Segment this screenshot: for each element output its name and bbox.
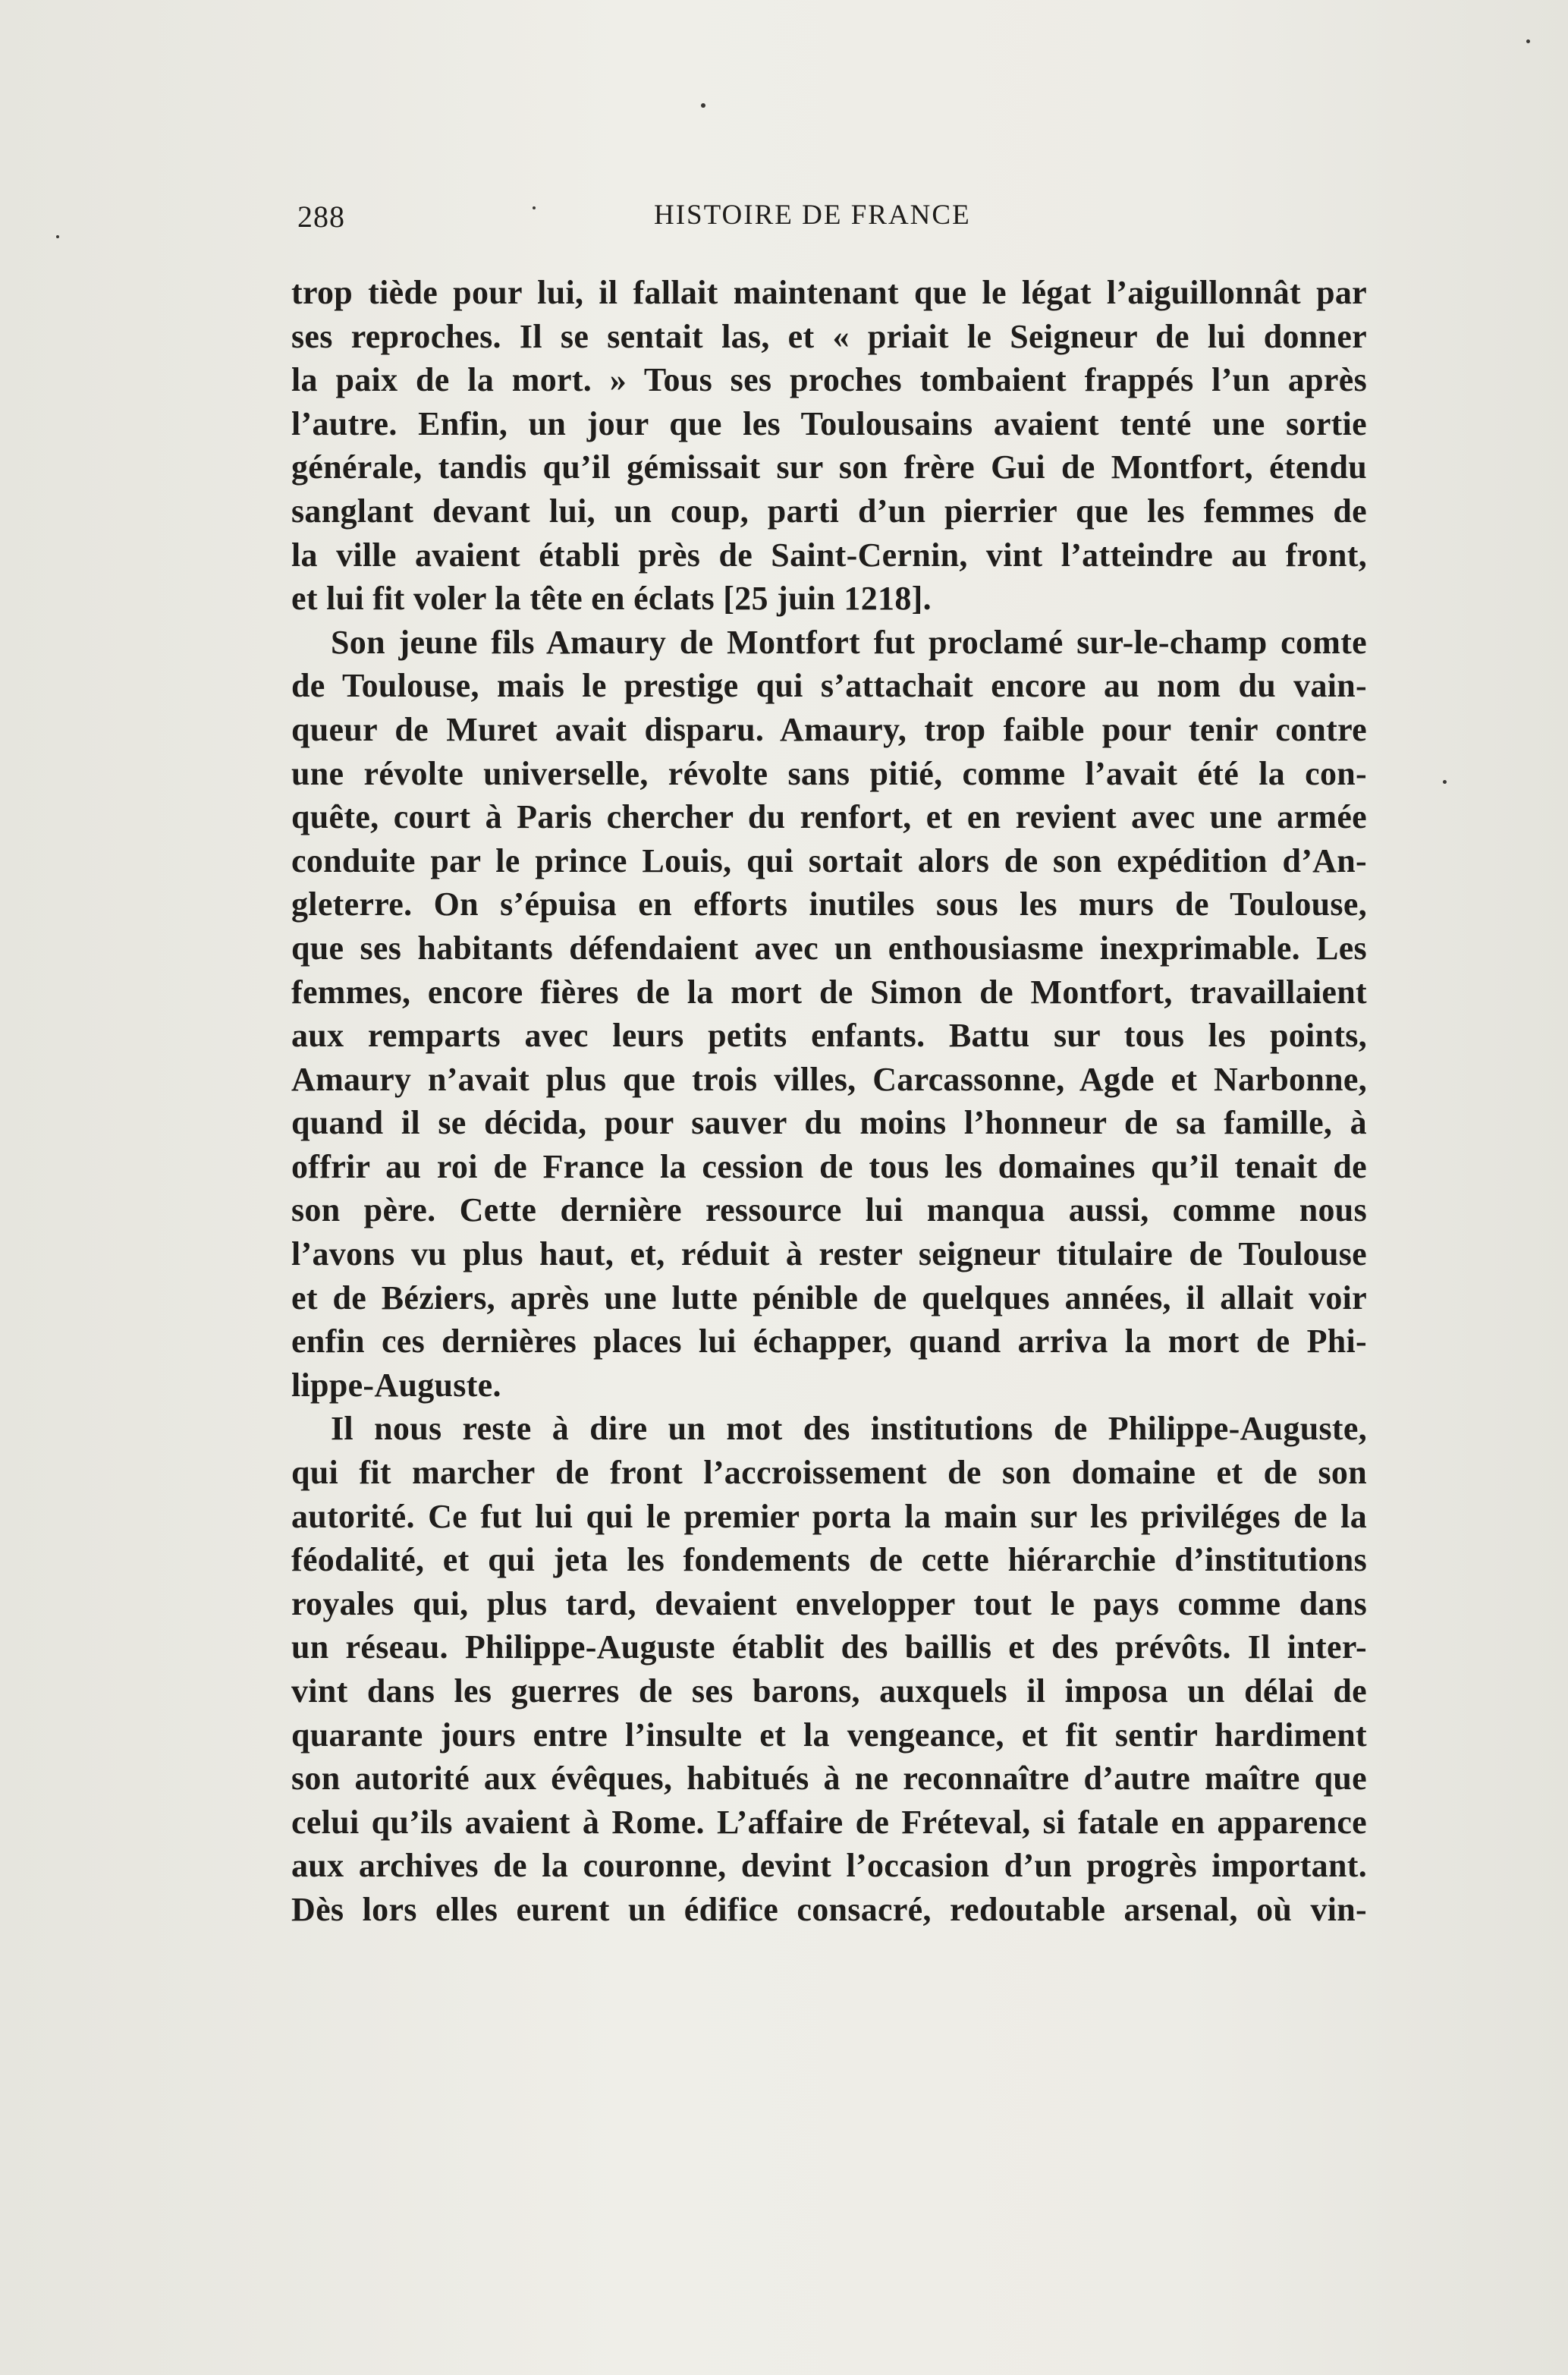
body-text — [291, 271, 1367, 1932]
text-line: son père. Cette dernière ressource lui manqua aussi, comme nous — [291, 1191, 1367, 1229]
text-line: gleterre. On s’épuisa en efforts inutiles sous les murs de Toulouse, — [291, 886, 1367, 923]
text-line: l’avons vu plus haut, et, réduit à rester seigneur titulaire de Toulouse — [291, 1235, 1367, 1273]
text-line: quand il se décida, pour sauver du moins l’honneur de sa famille, à — [291, 1104, 1367, 1142]
text-line: un réseau. Philippe-Auguste établit des baillis et des prévôts. Il inter- — [291, 1628, 1367, 1666]
text-line: la paix de la mort. » Tous ses proches tombaient frappés l’un après — [291, 361, 1367, 399]
text-line: sanglant devant lui, un coup, parti d’un pierrier que les femmes de — [291, 492, 1367, 530]
text-line: l’autre. Enfin, un jour que les Toulousains avaient tenté une sortie — [291, 404, 1367, 442]
text-line: offrir au roi de France la cession de tous les domaines qu’il tenait de — [291, 1147, 1367, 1185]
text-line: quête, court à Paris chercher du renfort, et en revient avec une armée — [291, 798, 1367, 836]
running-head — [297, 199, 1367, 244]
text-line: autorité. Ce fut lui qui le premier porta la main sur les priviléges de la — [291, 1497, 1367, 1535]
text-line: ses reproches. Il se sentait las, et « priait le Seigneur de lui donner — [291, 317, 1367, 355]
paper-speck — [701, 103, 705, 108]
text-line: aux archives de la couronne, devint l’occasion d’un progrès important. — [291, 1847, 1367, 1885]
text-line: générale, tandis qu’il gémissait sur son frère Gui de Montfort, étendu — [291, 448, 1367, 486]
text-line: quarante jours entre l’insulte et la vengeance, et fit sentir hardiment — [291, 1716, 1367, 1754]
text-line: et lui fit voler la tête en éclats [25 juin 1218]. — [291, 580, 932, 618]
text-line: que ses habitants défendaient avec un enthousiasme inexprimable. Les — [291, 929, 1367, 967]
text-line: et de Béziers, après une lutte pénible de quelques années, il allait voir — [291, 1279, 1367, 1316]
text-line: femmes, encore fières de la mort de Simon de Montfort, travaillaient — [291, 973, 1367, 1011]
running-title: HISTOIRE DE FRANCE — [654, 200, 971, 231]
text-line: son autorité aux évêques, habitués à ne reconnaître d’autre maître que — [291, 1760, 1367, 1798]
text-line: qui fit marcher de front l’accroissement de son domaine et de son — [291, 1454, 1367, 1492]
text-line: la ville avaient établi près de Saint-Cernin, vint l’atteindre au front, — [291, 536, 1367, 574]
text-line: trop tiède pour lui, il fallait maintenant que le légat l’aiguillonnât par — [291, 274, 1367, 311]
paper-speck — [1443, 780, 1447, 784]
text-line: Dès lors elles eurent un édifice consacré, redoutable arsenal, où vin- — [291, 1890, 1367, 1928]
text-line: Son jeune fils Amaury de Montfort fut proclamé sur-le-champ comte — [331, 623, 1367, 661]
text-line: royales qui, plus tard, devaient envelopper tout le pays comme dans — [291, 1584, 1367, 1622]
paper-speck — [533, 206, 536, 209]
text-line: une révolte universelle, révolte sans pitié, comme l’avait été la con- — [291, 754, 1367, 792]
text-line: féodalité, et qui jeta les fondements de cette hiérarchie d’institutions — [291, 1541, 1367, 1579]
text-line: lippe-Auguste. — [291, 1366, 501, 1404]
text-line: aux remparts avec leurs petits enfants. Battu sur tous les points, — [291, 1017, 1367, 1055]
page-number: 288 — [297, 200, 345, 234]
text-line: queur de Muret avait disparu. Amaury, trop faible pour tenir contre — [291, 710, 1367, 748]
text-line: Il nous reste à dire un mot des institutions de Philippe-Auguste, — [331, 1410, 1367, 1448]
paper-speck — [56, 235, 59, 238]
text-line: Amaury n’avait plus que trois villes, Carcassonne, Agde et Narbonne, — [291, 1060, 1367, 1098]
text-line: conduite par le prince Louis, qui sortait alors de son expédition d’An- — [291, 841, 1367, 879]
paper-speck — [1526, 39, 1530, 43]
text-line: celui qu’ils avaient à Rome. L’affaire de Fréteval, si fatale en apparence — [291, 1803, 1367, 1841]
text-line: vint dans les guerres de ses barons, auxquels il imposa un délai de — [291, 1672, 1367, 1710]
text-line: de Toulouse, mais le prestige qui s’attachait encore au nom du vain- — [291, 667, 1367, 705]
text-line: enfin ces dernières places lui échapper, quand arriva la mort de Phi- — [291, 1323, 1367, 1361]
